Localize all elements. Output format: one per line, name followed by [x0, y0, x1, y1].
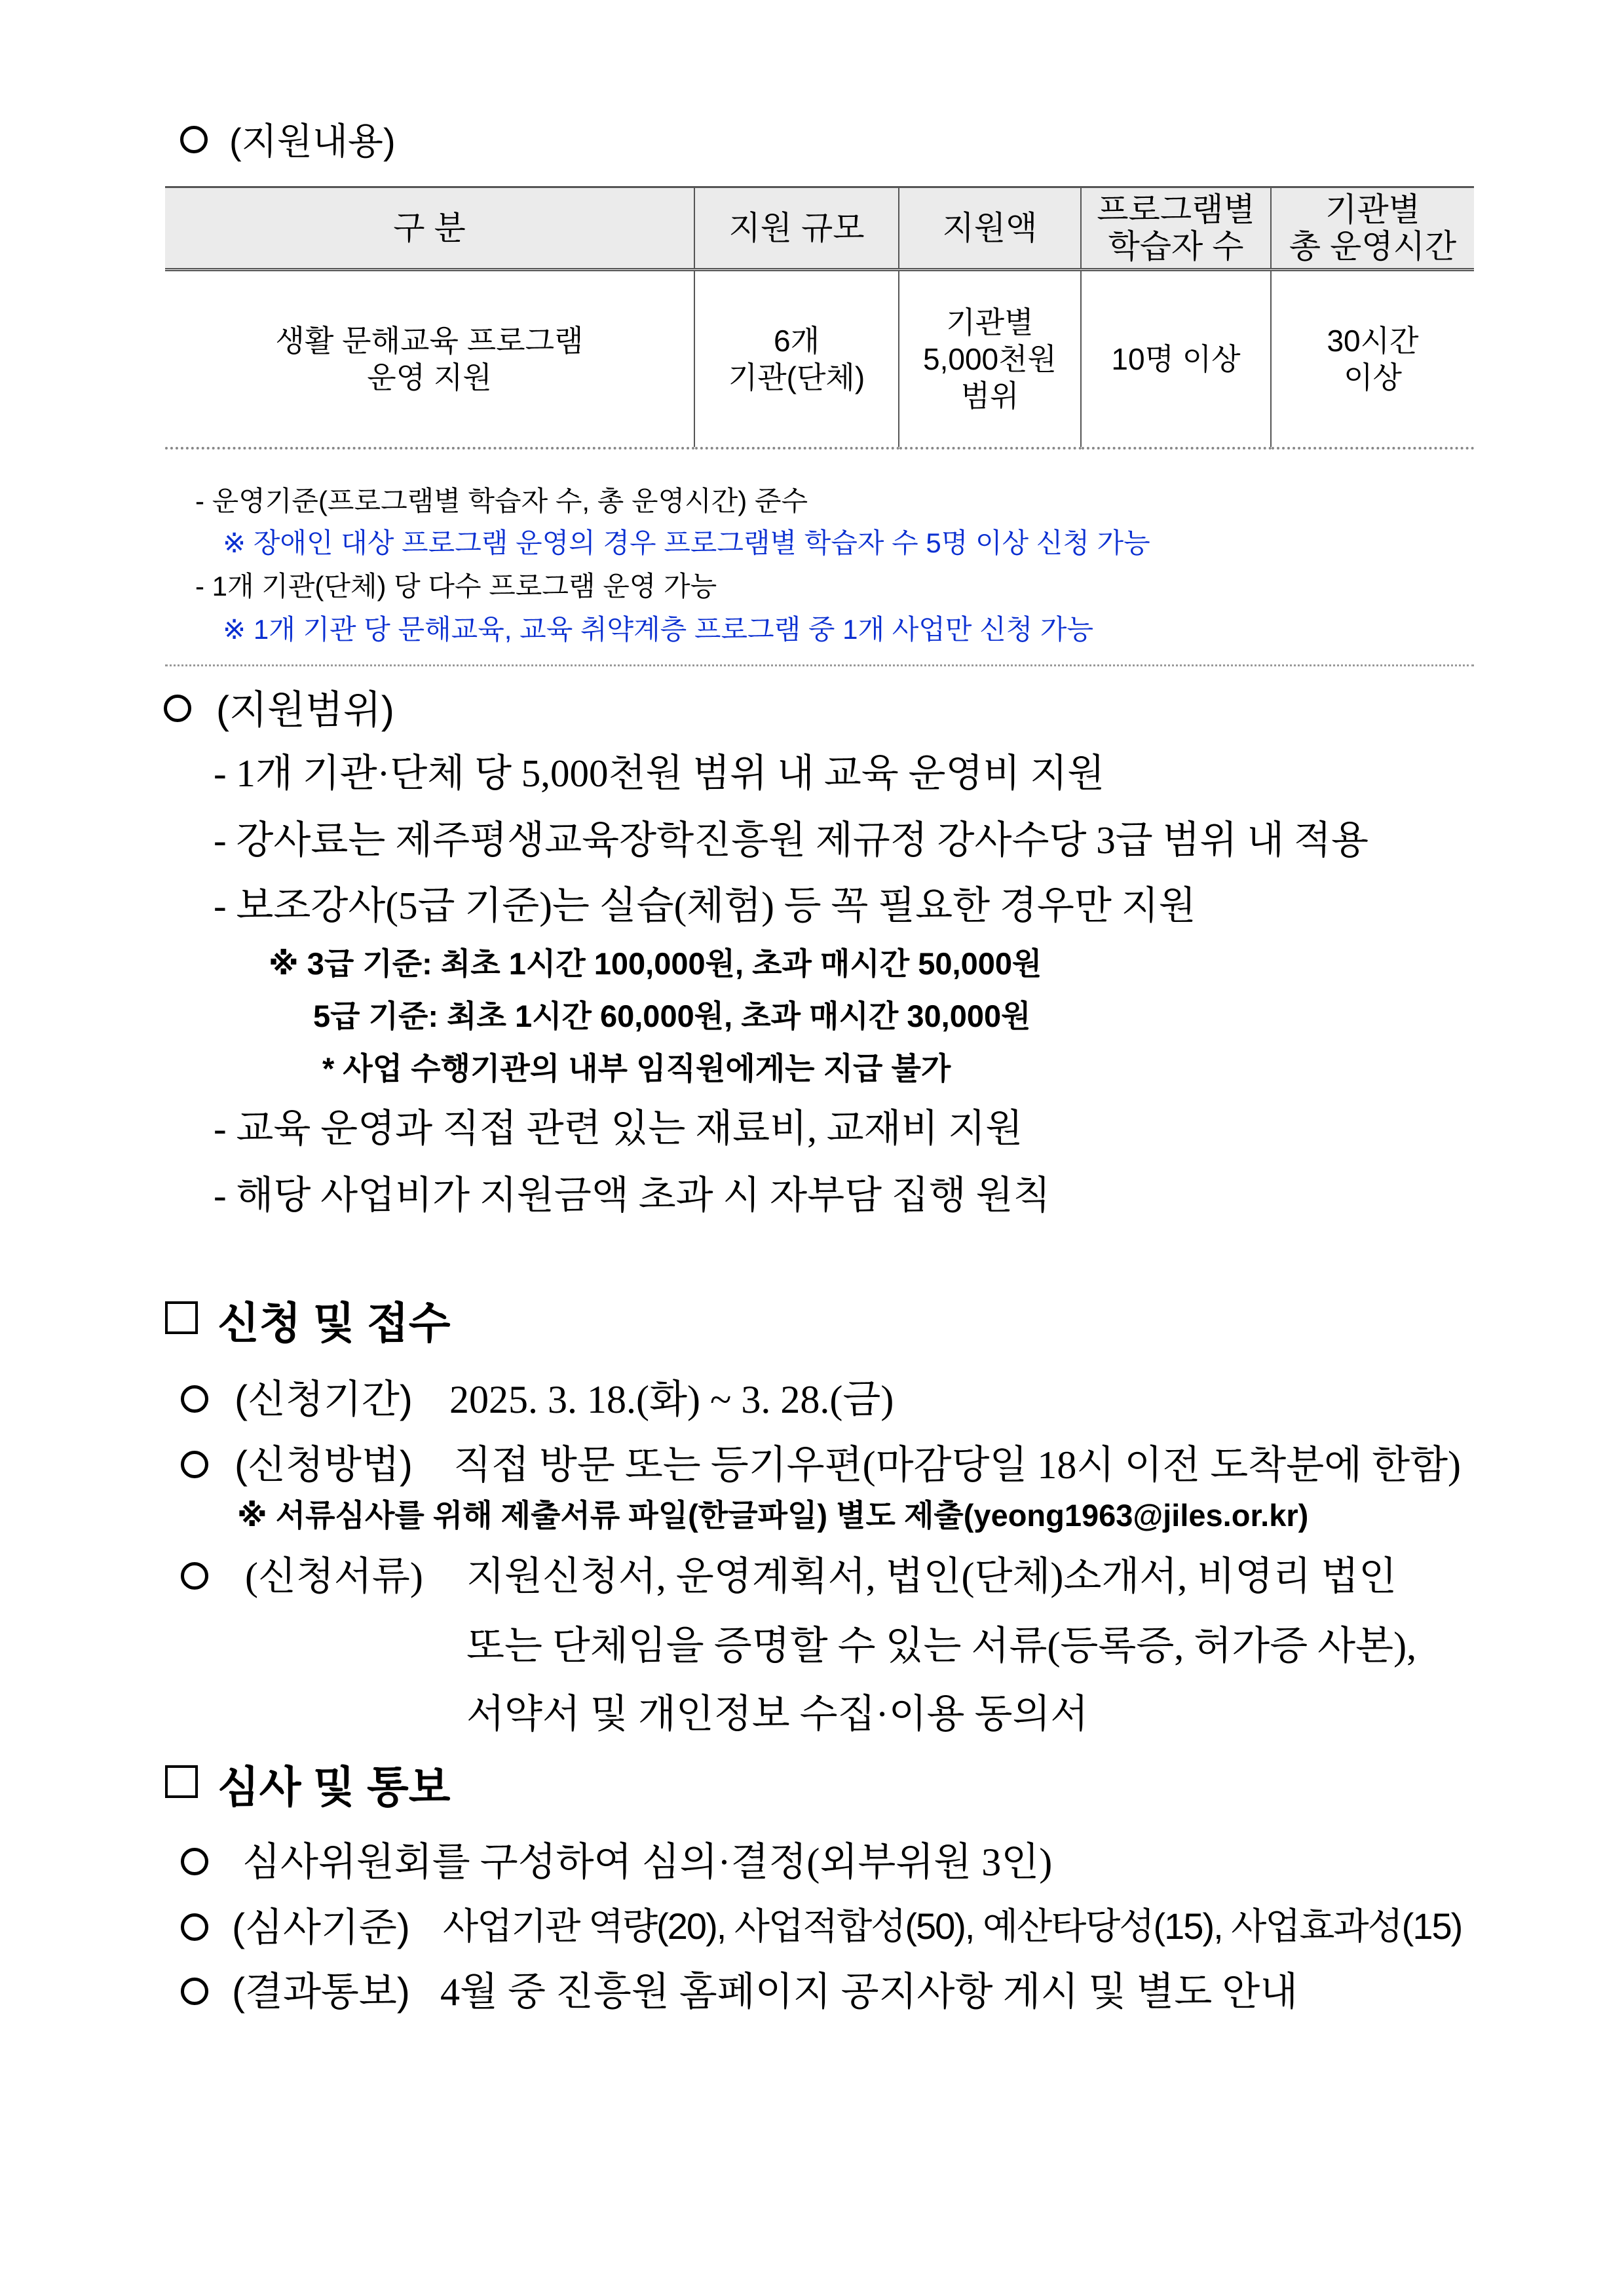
hollow-circle-icon: [180, 126, 208, 153]
hollow-circle-icon: [164, 695, 191, 722]
criteria-value: 사업기관 역량(20), 사업적합성(50), 예산타당성(15), 사업효과성(15): [443, 1905, 1462, 1947]
documents-label: (신청서류): [245, 1555, 423, 1598]
note-line-highlight: ※ 1개 기관 당 문해교육, 교육 취약계층 프로그램 중 1개 사업만 신청 가능: [223, 614, 1094, 645]
support-content-heading: (지원내용): [229, 121, 396, 162]
application-heading: 신청 및 접수: [217, 1299, 451, 1347]
scope-item: - 1개 기관·단체 당 5,000천원 범위 내 교육 운영비 지원: [214, 752, 1105, 795]
hollow-circle-icon: [181, 1978, 208, 2005]
divider: [165, 664, 1474, 666]
hollow-square-icon: [165, 1765, 198, 1798]
period-value: 2025. 3. 18.(화) ~ 3. 28.(금): [449, 1378, 894, 1421]
committee-text: 심사위원회를 구성하여 심의·결정(외부위원 3인): [242, 1841, 1053, 1884]
scope-item: - 강사료는 제주평생교육장학진흥원 제규정 강사수당 3급 범위 내 적용: [214, 818, 1369, 862]
table-cell: 30시간 이상: [1271, 270, 1474, 449]
review-heading: 심사 및 통보: [217, 1763, 451, 1811]
fee-note: 5급 기준: 최초 1시간 60,000원, 초과 매시간 30,000원: [313, 999, 1031, 1033]
criteria-label: (심사기준): [232, 1905, 410, 1949]
method-note: ※ 서류심사를 위해 제출서류 파일(한글파일) 별도 제출(yeong1963@jiles.or.kr): [237, 1498, 1309, 1533]
hollow-circle-icon: [181, 1562, 208, 1590]
scope-item: - 교육 운영과 직접 관련 있는 재료비, 교재비 지원: [214, 1107, 1023, 1150]
method-label: (신청방법): [235, 1443, 413, 1487]
table-cell: 생활 문해교육 프로그램 운영 지원: [165, 270, 694, 449]
table-cell: 기관별 5,000천원 범위: [899, 270, 1081, 449]
note-line: - 1개 기관(단체) 당 다수 프로그램 운영 가능: [195, 571, 717, 602]
note-line-highlight: ※ 장애인 대상 프로그램 운영의 경우 프로그램별 학습자 수 5명 이상 신청 가능: [223, 527, 1150, 558]
hollow-circle-icon: [181, 1913, 208, 1941]
table-cell: 6개 기관(단체): [694, 270, 899, 449]
scope-item: - 보조강사(5급 기준)는 실습(체험) 등 꼭 필요한 경우만 지원: [214, 884, 1196, 927]
table-header-cell: 기관별 총 운영시간: [1271, 187, 1474, 270]
table-row: [165, 270, 1474, 449]
support-table: [165, 186, 1474, 450]
hollow-circle-icon: [181, 1385, 208, 1413]
table-header-cell: 구 분: [165, 187, 694, 270]
table-cell: 10명 이상: [1081, 270, 1271, 449]
period-label: (신청기간): [235, 1377, 413, 1421]
documents-line: 지원신청서, 운영계획서, 법인(단체)소개서, 비영리 법인: [466, 1555, 1397, 1598]
hollow-square-icon: [165, 1301, 198, 1334]
fee-note: * 사업 수행기관의 내부 임직원에게는 지급 불가: [322, 1051, 951, 1086]
table-header-cell: 지원액: [899, 187, 1081, 270]
hollow-circle-icon: [181, 1848, 208, 1875]
method-value: 직접 방문 또는 등기우편(마감당일 18시 이전 도착분에 한함): [453, 1444, 1462, 1487]
scope-item: - 해당 사업비가 지원금액 초과 시 자부담 집행 원칙: [214, 1174, 1051, 1217]
documents-line: 또는 단체임을 증명할 수 있는 서류(등록증, 허가증 사본),: [466, 1624, 1417, 1668]
fee-note: ※ 3급 기준: 최초 1시간 100,000원, 초과 매시간 50,000원: [269, 946, 1042, 981]
support-scope-heading: (지원범위): [216, 688, 394, 732]
documents-line: 서약서 및 개인정보 수집·이용 동의서: [466, 1693, 1089, 1736]
result-label: (결과통보): [232, 1970, 410, 2014]
note-line: - 운영기준(프로그램별 학습자 수, 총 운영시간) 준수: [195, 486, 808, 516]
result-value: 4월 중 진흥원 홈페이지 공지사항 게시 및 별도 안내: [440, 1970, 1298, 2014]
table-header-row: [165, 187, 1474, 270]
table-header-cell: 지원 규모: [694, 187, 899, 270]
table-header-cell: 프로그램별 학습자 수: [1081, 187, 1271, 270]
hollow-circle-icon: [181, 1451, 208, 1478]
